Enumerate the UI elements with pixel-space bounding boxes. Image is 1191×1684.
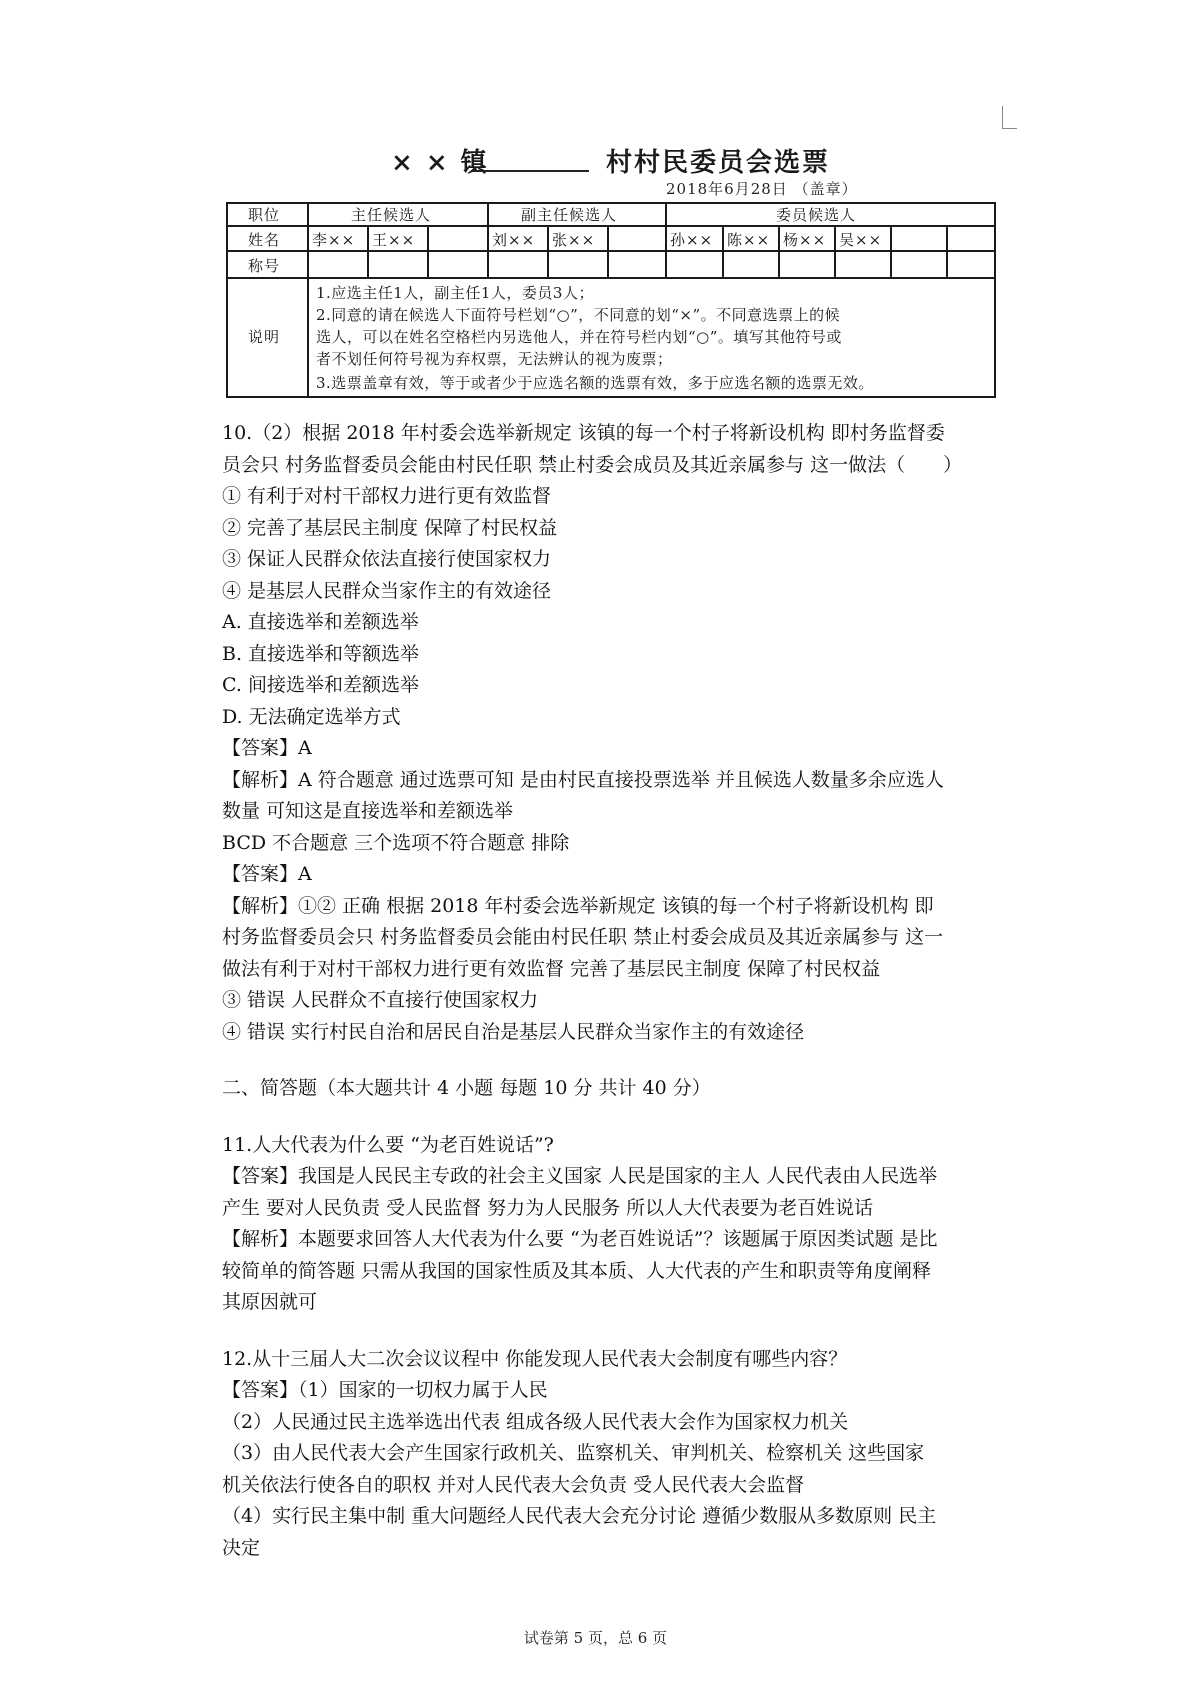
analysis-line: ③ 错误 人民群众不直接行使国家权力 xyxy=(222,989,539,1011)
ballot-candidate-name: 刘×× xyxy=(492,231,536,249)
question-12-line: （4）实行民主集中制 重大问题经人民代表大会充分讨论 遵循少数服从多数原则 民主 xyxy=(222,1505,937,1527)
analysis-line: ④ 错误 实行村民自治和居民自治是基层人民群众当家作主的有效途径 xyxy=(222,1020,805,1043)
choice-option: B. 直接选举和等额选举 xyxy=(222,642,420,665)
question-12-line: 【答案】（1）国家的一切权力属于人民 xyxy=(222,1379,548,1401)
question-10-line: 10.（2）根据 2018 年村委会选举新规定 该镇的每一个村子将新设机构 即村务监督委 xyxy=(222,422,945,444)
corner-crop-mark xyxy=(1002,106,1017,129)
ballot-note-line: 1.应选主任1人，副主任1人，委员3人； xyxy=(316,284,594,302)
analysis-line: 【解析】①② 正确 根据 2018 年村委会选举新规定 该镇的每一个村子将新设机构 即 xyxy=(222,894,934,917)
question-11-line: 【解析】本题要求回答人大代表为什么要 “为老百姓说话”？该题属于原因类试题 是比 xyxy=(222,1228,938,1250)
analysis-line: 【解析】A 符合题意 通过选票可知 是由村民直接投票选举 并且候选人数量多余应选人 xyxy=(222,768,944,791)
page-footer: 试卷第 5 页，总 6 页 xyxy=(523,1629,668,1647)
ballot-title xyxy=(226,140,996,180)
ballot-candidate-name: 孙×× xyxy=(670,231,714,249)
ballot-header-title: 称号 xyxy=(248,257,281,275)
answer-line: 【答案】A xyxy=(222,863,312,885)
ballot-candidate-name: 吴×× xyxy=(839,231,883,249)
section-heading: 二、简答题（本大题共计 4 小题 每题 10 分 共计 40 分） xyxy=(222,1077,711,1099)
ballot-title-suffix: 村村民委员会选票 xyxy=(606,148,831,178)
analysis-line: 做法有利于对村干部权力进行更有效监督 完善了基层民主制度 保障了村民权益 xyxy=(222,957,881,980)
ballot-group-director: 主任候选人 xyxy=(351,206,432,224)
statement-option: ③ 保证人民群众依法直接行使国家权力 xyxy=(222,548,552,570)
answer-line: 【答案】A xyxy=(222,737,312,759)
ballot-candidate-name: 李×× xyxy=(312,231,356,249)
question-11-line: 产生 要对人民负责 受人民监督 努力为人民服务 所以人大代表要为老百姓说话 xyxy=(222,1196,874,1219)
ballot-note-line: 2.同意的请在候选人下面符号栏划“○”，不同意的划“×”。不同意选票上的候 xyxy=(316,306,841,324)
ballot-note-line: 3.选票盖章有效，等于或者少于应选名额的选票有效，多于应选名额的选票无效。 xyxy=(316,374,874,392)
document-body xyxy=(222,418,1022,1564)
ballot-date-stamp: 2018年6月28日 （盖章） xyxy=(666,180,858,198)
question-12-line: （2）人民通过民主选举选出代表 组成各级人民代表大会作为国家权力机关 xyxy=(222,1410,849,1433)
ballot-candidate-name: 陈×× xyxy=(727,231,771,249)
question-10-line: 员会只 村务监督委员会能由村民任职 禁止村委会成员及其近亲属参与 这一做法（ ） xyxy=(222,453,963,476)
statement-option: ② 完善了基层民主制度 保障了村民权益 xyxy=(222,516,558,539)
question-11-line: 11.人大代表为什么要 “为老百姓说话”? xyxy=(222,1133,554,1156)
analysis-line: BCD 不合题意 三个选项不符合题意 排除 xyxy=(222,831,570,854)
question-11-line: 较简单的简答题 只需从我国的国家性质及其本质、人大代表的产生和职责等角度阐释 xyxy=(222,1259,932,1282)
ballot-header-name: 姓名 xyxy=(248,231,281,249)
statement-option: ① 有利于对村干部权力进行更有效监督 xyxy=(222,485,552,507)
ballot-candidate-name: 张×× xyxy=(552,231,596,249)
analysis-line: 数量 可知这是直接选举和差额选举 xyxy=(222,800,514,822)
choice-option: A. 直接选举和差额选举 xyxy=(222,611,419,633)
ballot-note-line: 者不划任何符号视为弃权票，无法辨认的视为废票； xyxy=(316,350,673,368)
question-12-line: 决定 xyxy=(222,1536,261,1559)
ballot-note-line: 选人，可以在姓名空格栏内另选他人，并在符号栏内划“○”。填写其他符号或 xyxy=(316,328,842,346)
ballot-header-notes: 说明 xyxy=(248,328,281,346)
statement-option: ④ 是基层人民群众当家作主的有效途径 xyxy=(222,579,552,602)
ballot-image xyxy=(226,140,996,398)
choice-option: C. 间接选举和差额选举 xyxy=(222,674,419,696)
analysis-line: 村务监督委员会只 村务监督委员会能由村民任职 禁止村委会成员及其近亲属参与 这一 xyxy=(222,926,944,948)
ballot-candidate-name: 王×× xyxy=(372,231,416,249)
ballot-group-deputy: 副主任候选人 xyxy=(521,206,618,224)
ballot-candidate-name: 杨×× xyxy=(783,231,827,249)
question-11-line: 【答案】我国是人民民主专政的社会主义国家 人民是国家的主人 人民代表由人民选举 xyxy=(222,1165,938,1187)
ballot-header-position: 职位 xyxy=(248,206,281,224)
ballot-table xyxy=(226,202,996,398)
question-11-line: 其原因就可 xyxy=(222,1291,318,1313)
ballot-group-members: 委员候选人 xyxy=(776,206,857,224)
choice-option: D. 无法确定选举方式 xyxy=(222,705,401,728)
question-12-line: （3）由人民代表大会产生国家行政机关、监察机关、审判机关、检察机关 这些国家 xyxy=(222,1442,925,1464)
question-12-line: 机关依法行使各自的职权 并对人民代表大会负责 受人民代表大会监督 xyxy=(222,1473,805,1496)
question-12-line: 12.从十三届人大二次会议议程中 你能发现人民代表大会制度有哪些内容？ xyxy=(222,1347,848,1370)
ballot-title-blank xyxy=(471,170,589,172)
ballot-title-prefix: × × 镇 xyxy=(391,148,489,178)
